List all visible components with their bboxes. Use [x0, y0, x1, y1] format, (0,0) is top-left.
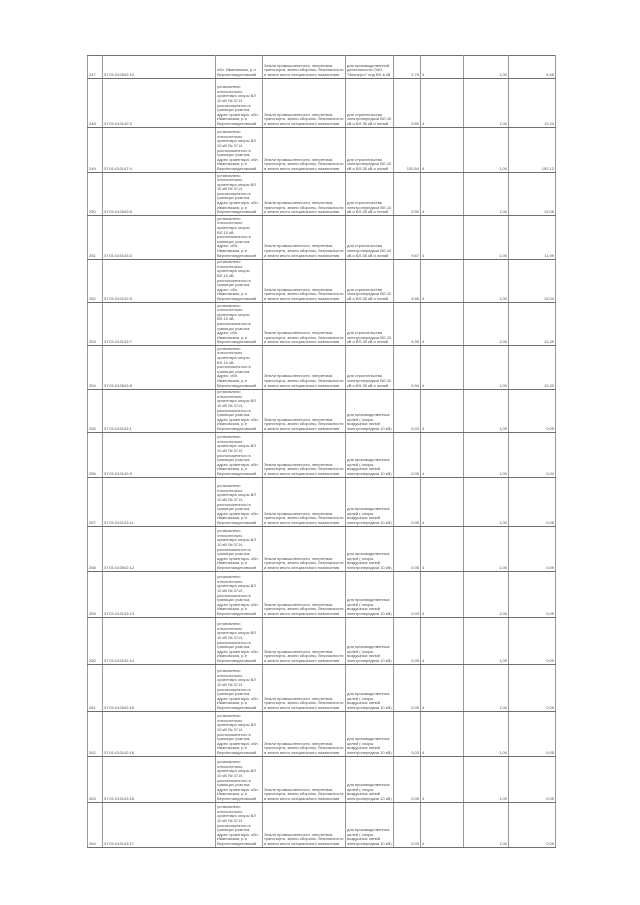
row-number-cell: 252: [88, 259, 103, 302]
land-category-cell: Земли промышленности, энергетики, транспорта, земли обороны, безопасности и земли иного специального назначения: [263, 803, 346, 848]
cadastral-number-cell: 37:01:010143:7: [103, 303, 216, 346]
cadastral-number-cell: 37:01:010542:15: [103, 665, 216, 712]
coefficient-cell: 1,00: [464, 173, 509, 216]
land-category-cell: Земли промышленности, энергетики, транспорта, земли обороны, безопасности и земли иного специального назначения: [263, 665, 346, 712]
value-cell: 0,05: [509, 389, 556, 432]
coefficient-cell: 1,00: [464, 572, 509, 618]
cadastral-number-cell: 37:01:010542:8: [103, 346, 216, 389]
code-cell: 4: [421, 572, 464, 618]
coefficient-cell: 1,00: [464, 712, 509, 757]
table-row: [88, 803, 556, 848]
code-cell: 4: [421, 173, 464, 216]
location-cell: установлено относительно ориентира опоры ВЛ 10 кВ № 37-И, расположенного в границах участка, адрес ориентира: обл. Ивановская, р-н Верхнеландеховский: [216, 478, 263, 527]
row-number-cell: 254: [88, 346, 103, 389]
table-row: [88, 712, 556, 757]
row-number-cell: 258: [88, 527, 103, 572]
land-category-cell: Земли промышленности, энергетики, транспорта, земли обороны, безопасности и земли иного специального назначения: [263, 346, 346, 389]
land-category-cell: Земли промышленности, энергетики, транспорта, земли обороны, безопасности и земли иного специального назначения: [263, 618, 346, 665]
area-cell: 0,03: [394, 803, 421, 848]
cadastral-number-cell: 37:01:010143:11: [103, 478, 216, 527]
code-cell: 4: [421, 346, 464, 389]
area-cell: 0,03: [394, 712, 421, 757]
code-cell: 4: [421, 712, 464, 757]
cadastral-number-cell: 37:01:010142:16: [103, 712, 216, 757]
area-cell: 0,05: [394, 527, 421, 572]
value-cell: 192,12: [509, 128, 556, 173]
cadastral-number-cell: 37:01:010542:10: [103, 56, 216, 79]
land-category-cell: Земли промышленности, энергетики, транспорта, земли обороны, безопасности и земли иного специального назначения: [263, 56, 346, 79]
code-cell: 4: [421, 527, 464, 572]
permitted-use-cell: для строительства электропередачи ВЛ-10 кВ и ВЛ-35 кВ и линий: [346, 303, 394, 346]
value-cell: 0,05: [509, 572, 556, 618]
row-number-cell: 250: [88, 173, 103, 216]
row-number-cell: 249: [88, 128, 103, 173]
area-cell: 0,05: [394, 433, 421, 478]
value-cell: 0,05: [509, 757, 556, 803]
area-cell: 9,60: [394, 79, 421, 128]
code-cell: 4: [421, 665, 464, 712]
table-row: [88, 173, 556, 216]
row-number-cell: 253: [88, 303, 103, 346]
permitted-use-cell: для производственных целей ( опоры воздушных линий электропередачи 10 кВ): [346, 572, 394, 618]
land-category-cell: Земли промышленности, энергетики, транспорта, земли обороны, безопасности и земли иного специального назначения: [263, 712, 346, 757]
area-cell: 4,66: [394, 259, 421, 302]
value-cell: 0,04: [509, 433, 556, 478]
permitted-use-cell: для строительства электропередачи ВЛ-10 кВ и ВЛ-35 кВ и линий: [346, 79, 394, 128]
table-row: [88, 79, 556, 128]
value-cell: 12,08: [509, 173, 556, 216]
cadastral-number-cell: 37:01:010542:12: [103, 527, 216, 572]
coefficient-cell: 1,00: [464, 527, 509, 572]
land-category-cell: Земли промышленности, энергетики, транспорта, земли обороны, безопасности и земли иного специального назначения: [263, 216, 346, 259]
row-number-cell: 259: [88, 572, 103, 618]
cadastral-number-cell: 37:01:010143:3: [103, 216, 216, 259]
value-cell: 11,99: [509, 216, 556, 259]
table-row: [88, 389, 556, 432]
coefficient-cell: 1,00: [464, 56, 509, 79]
land-category-cell: Земли промышленности, энергетики, транспорта, земли обороны, безопасности и земли иного специального назначения: [263, 303, 346, 346]
location-cell: установлено относительно ориентира опоры ВЛ 10 кВ № 37-И, расположенного в границах участка, адрес ориентира: обл. Ивановская, р-н Верхнеландеховский: [216, 527, 263, 572]
table-row: [88, 478, 556, 527]
coefficient-cell: 1,00: [464, 128, 509, 173]
cadastral-number-cell: 37:01:010143:13: [103, 572, 216, 618]
row-number-cell: 257: [88, 478, 103, 527]
value-cell: 0,05: [509, 665, 556, 712]
cadastral-number-cell: 37:01:010143:1: [103, 389, 216, 432]
location-cell: установлено относительно ориентира опоры ВЛ 10 кВ № 37-И, расположенного в границах участка, адрес ориентира: обл. Ивановская, р-н Верхнеландеховский: [216, 618, 263, 665]
location-cell: установлено относительно ориентира опоры ВЛ 10 кВ № 37-И, расположенного в границах участка, адрес ориентира: обл. Ивановская, р-н Верхнеландеховский: [216, 173, 263, 216]
area-cell: 0,03: [394, 389, 421, 432]
permitted-use-cell: для производственных целей ( опоры воздушных линий электропередачи 10 кВ): [346, 803, 394, 848]
location-cell: установлено относительно ориентира опоры ВЛ 10 кВ № 37-И, расположенного в границах участка, адрес ориентира: обл. Ивановская, р-н Верхнеландеховский: [216, 712, 263, 757]
cadastral-number-cell: 37:01:010143:17: [103, 803, 216, 848]
area-cell: 0,05: [394, 665, 421, 712]
area-cell: 9,90: [394, 173, 421, 216]
cadastral-number-cell: 37:01:010542:6: [103, 173, 216, 216]
coefficient-cell: 1,00: [464, 803, 509, 848]
permitted-use-cell: для производственных целей ( опоры воздушных линий электропередачи 10 кВ): [346, 527, 394, 572]
code-cell: 4: [421, 303, 464, 346]
coefficient-cell: 1,00: [464, 618, 509, 665]
table-row: [88, 128, 556, 173]
permitted-use-cell: для строительства электропередачи ВЛ-10 кВ и ВЛ-35 кВ и линий: [346, 173, 394, 216]
value-cell: 12,24: [509, 79, 556, 128]
permitted-use-cell: для строительства электропередачи ВЛ-10 кВ и ВЛ-35 кВ и линий: [346, 128, 394, 173]
land-category-cell: Земли промышленности, энергетики, транспорта, земли обороны, безопасности и земли иного специального назначения: [263, 478, 346, 527]
area-cell: 0,03: [394, 572, 421, 618]
location-cell: установлено относительно ориентира опоры ВЛ-10 кВ, расположенного в границах участка, адрес: обл. Ивановская, р-н Верхнеландеховский: [216, 303, 263, 346]
cadastral-number-cell: 37:01:010147:4: [103, 128, 216, 173]
table-body: [88, 56, 556, 848]
table-row: [88, 665, 556, 712]
permitted-use-cell: для производственных целей ( опоры воздушных линий электропередачи 10 кВ): [346, 618, 394, 665]
coefficient-cell: 1,00: [464, 303, 509, 346]
table-row: [88, 56, 556, 79]
value-cell: 0,09: [509, 527, 556, 572]
area-cell: 2,79: [394, 56, 421, 79]
table-row: [88, 572, 556, 618]
row-number-cell: 247: [88, 56, 103, 79]
location-cell: обл. Ивановская, р-н Верхнеландеховский: [216, 56, 263, 79]
location-cell: установлено относительно ориентира опоры ВЛ-10 кВ, расположенного в границах участка, адрес: обл. Ивановская, р-н Верхнеландеховский: [216, 216, 263, 259]
location-cell: установлено относительно ориентира опоры ВЛ 10 кВ № 37-И, расположенного в границах участка, адрес ориентира: обл. Ивановская, р-н Верхнеландеховский: [216, 803, 263, 848]
value-cell: 0,09: [509, 618, 556, 665]
table-row: [88, 216, 556, 259]
value-cell: 0,05: [509, 803, 556, 848]
permitted-use-cell: для производственных целей ( опоры воздушных линий электропередачи 10 кВ): [346, 389, 394, 432]
location-cell: установлено относительно ориентира опоры ВЛ 10 кВ № 37-И, расположенного в границах участка, адрес ориентира: обл. Ивановская, р-н Верхнеландеховский: [216, 433, 263, 478]
land-category-cell: Земли промышленности, энергетики, транспорта, земли обороны, безопасности и земли иного специального назначения: [263, 527, 346, 572]
code-cell: 4: [421, 618, 464, 665]
value-cell: 12,49: [509, 303, 556, 346]
coefficient-cell: 1,00: [464, 79, 509, 128]
row-number-cell: 248: [88, 79, 103, 128]
row-number-cell: 262: [88, 712, 103, 757]
permitted-use-cell: для производственных целей ( опоры воздушных линий электропередачи 10 кВ): [346, 478, 394, 527]
area-cell: 0,05: [394, 618, 421, 665]
land-category-cell: Земли промышленности, энергетики, транспорта, земли обороны, безопасности и земли иного специального назначения: [263, 79, 346, 128]
code-cell: 4: [421, 433, 464, 478]
row-number-cell: 255: [88, 389, 103, 432]
value-cell: 0,05: [509, 478, 556, 527]
code-cell: 4: [421, 56, 464, 79]
cadastral-number-cell: 37:01:010143:16: [103, 757, 216, 803]
row-number-cell: 264: [88, 803, 103, 848]
code-cell: 4: [421, 478, 464, 527]
coefficient-cell: 1,00: [464, 757, 509, 803]
table-row: [88, 303, 556, 346]
land-category-cell: Земли промышленности, энергетики, транспорта, земли обороны, безопасности и земли иного специального назначения: [263, 173, 346, 216]
cadastral-number-cell: 37:01:010142:14: [103, 618, 216, 665]
coefficient-cell: 1,00: [464, 665, 509, 712]
permitted-use-cell: для строительства электропередачи ВЛ-10 кВ и ВЛ-35 кВ и линий: [346, 259, 394, 302]
area-cell: 9,94: [394, 346, 421, 389]
code-cell: 4: [421, 259, 464, 302]
row-number-cell: 251: [88, 216, 103, 259]
area-cell: 0,05: [394, 478, 421, 527]
permitted-use-cell: для строительства электропередачи ВЛ-10 кВ и ВЛ-35 кВ и линий: [346, 346, 394, 389]
row-number-cell: 263: [88, 757, 103, 803]
row-number-cell: 260: [88, 618, 103, 665]
code-cell: 4: [421, 79, 464, 128]
value-cell: 0,05: [509, 712, 556, 757]
land-category-cell: Земли промышленности, энергетики, транспорта, земли обороны, безопасности и земли иного специального назначения: [263, 433, 346, 478]
permitted-use-cell: для производственных целей ( опоры воздушных линий электропередачи 10 кВ): [346, 757, 394, 803]
table-row: [88, 618, 556, 665]
area-cell: 4,95: [394, 303, 421, 346]
permitted-use-cell: для производственных целей ( опоры воздушных линий электропередачи 10 кВ): [346, 665, 394, 712]
land-category-cell: Земли промышленности, энергетики, транспорта, земли обороны, безопасности и земли иного специального назначения: [263, 572, 346, 618]
coefficient-cell: 1,00: [464, 259, 509, 302]
location-cell: установлено относительно ориентира опоры ВЛ 10 кВ № 37-И, расположенного в границах участка, адрес ориентира: обл. Ивановская, р-н Верхнеландеховский: [216, 79, 263, 128]
location-cell: установлено относительно ориентира опоры ВЛ 10 кВ № 37-И, расположенного в границах участка, адрес ориентира: обл. Ивановская, р-н Верхнеландеховский: [216, 389, 263, 432]
code-cell: 4: [421, 803, 464, 848]
location-cell: установлено относительно ориентира опоры ВЛ 10 кВ № 37-И, расположенного в границах участка, адрес ориентира: обл. Ивановская, р-н Верхнеландеховский: [216, 128, 263, 173]
coefficient-cell: 1,00: [464, 433, 509, 478]
land-category-cell: Земли промышленности, энергетики, транспорта, земли обороны, безопасности и земли иного специального назначения: [263, 259, 346, 302]
cadastral-table: [87, 55, 556, 848]
value-cell: 12,04: [509, 259, 556, 302]
coefficient-cell: 1,00: [464, 216, 509, 259]
table-row: [88, 757, 556, 803]
permitted-use-cell: для производственных целей ( опоры воздушных линий электропередачи 10 кВ): [346, 712, 394, 757]
land-category-cell: Земли промышленности, энергетики, транспорта, земли обороны, безопасности и земли иного специального назначения: [263, 757, 346, 803]
value-cell: 12,43: [509, 346, 556, 389]
code-cell: 4: [421, 757, 464, 803]
code-cell: 4: [421, 389, 464, 432]
land-category-cell: Земли промышленности, энергетики, транспорта, земли обороны, безопасности и земли иного специального назначения: [263, 128, 346, 173]
table-row: [88, 433, 556, 478]
code-cell: 4: [421, 216, 464, 259]
cadastral-number-cell: 37:01:010142:5: [103, 259, 216, 302]
coefficient-cell: 1,00: [464, 346, 509, 389]
location-cell: установлено относительно ориентира опоры ВЛ 10 кВ № 37-И, расположенного в границах участка, адрес ориентира: обл. Ивановская, р-н Верхнеландеховский: [216, 572, 263, 618]
area-cell: 9,67: [394, 216, 421, 259]
row-number-cell: 256: [88, 433, 103, 478]
value-cell: 4,65: [509, 56, 556, 79]
permitted-use-cell: для производственных целей ( опоры воздушных линий электропередачи 10 кВ): [346, 433, 394, 478]
location-cell: установлено относительно ориентира опоры ВЛ-10 кВ, расположенного в границах участка, адрес: обл. Ивановская, р-н Верхнеландеховский: [216, 346, 263, 389]
land-category-cell: Земли промышленности, энергетики, транспорта, земли обороны, безопасности и земли иного специального назначения: [263, 389, 346, 432]
coefficient-cell: 1,00: [464, 478, 509, 527]
permitted-use-cell: для производственной деятельности ОАО "Ивэнерго" под ВЛ-6 кВ: [346, 56, 394, 79]
location-cell: установлено относительно ориентира опоры ВЛ 10 кВ № 37-И, расположенного в границах участка, адрес ориентира: обл. Ивановская, р-н Верхнеландеховский: [216, 757, 263, 803]
location-cell: установлено относительно ориентира опоры ВЛ-10 кВ, расположенного в границах участка, адрес: обл. Ивановская, р-н Верхнеландеховский: [216, 259, 263, 302]
location-cell: установлено относительно ориентира опоры ВЛ 10 кВ № 37-И, расположенного в границах участка, адрес ориентира: обл. Ивановская, р-н Верхнеландеховский: [216, 665, 263, 712]
table-row: [88, 259, 556, 302]
table-row: [88, 346, 556, 389]
cadastral-number-cell: 37:01:010142:3: [103, 79, 216, 128]
code-cell: 4: [421, 128, 464, 173]
area-cell: 0,05: [394, 757, 421, 803]
permitted-use-cell: для строительства электропередачи ВЛ-10 кВ и ВЛ-35 кВ и линий: [346, 216, 394, 259]
row-number-cell: 261: [88, 665, 103, 712]
cadastral-number-cell: 37:01:010142:9: [103, 433, 216, 478]
area-cell: 100,54: [394, 128, 421, 173]
coefficient-cell: 1,00: [464, 389, 509, 432]
table-row: [88, 527, 556, 572]
